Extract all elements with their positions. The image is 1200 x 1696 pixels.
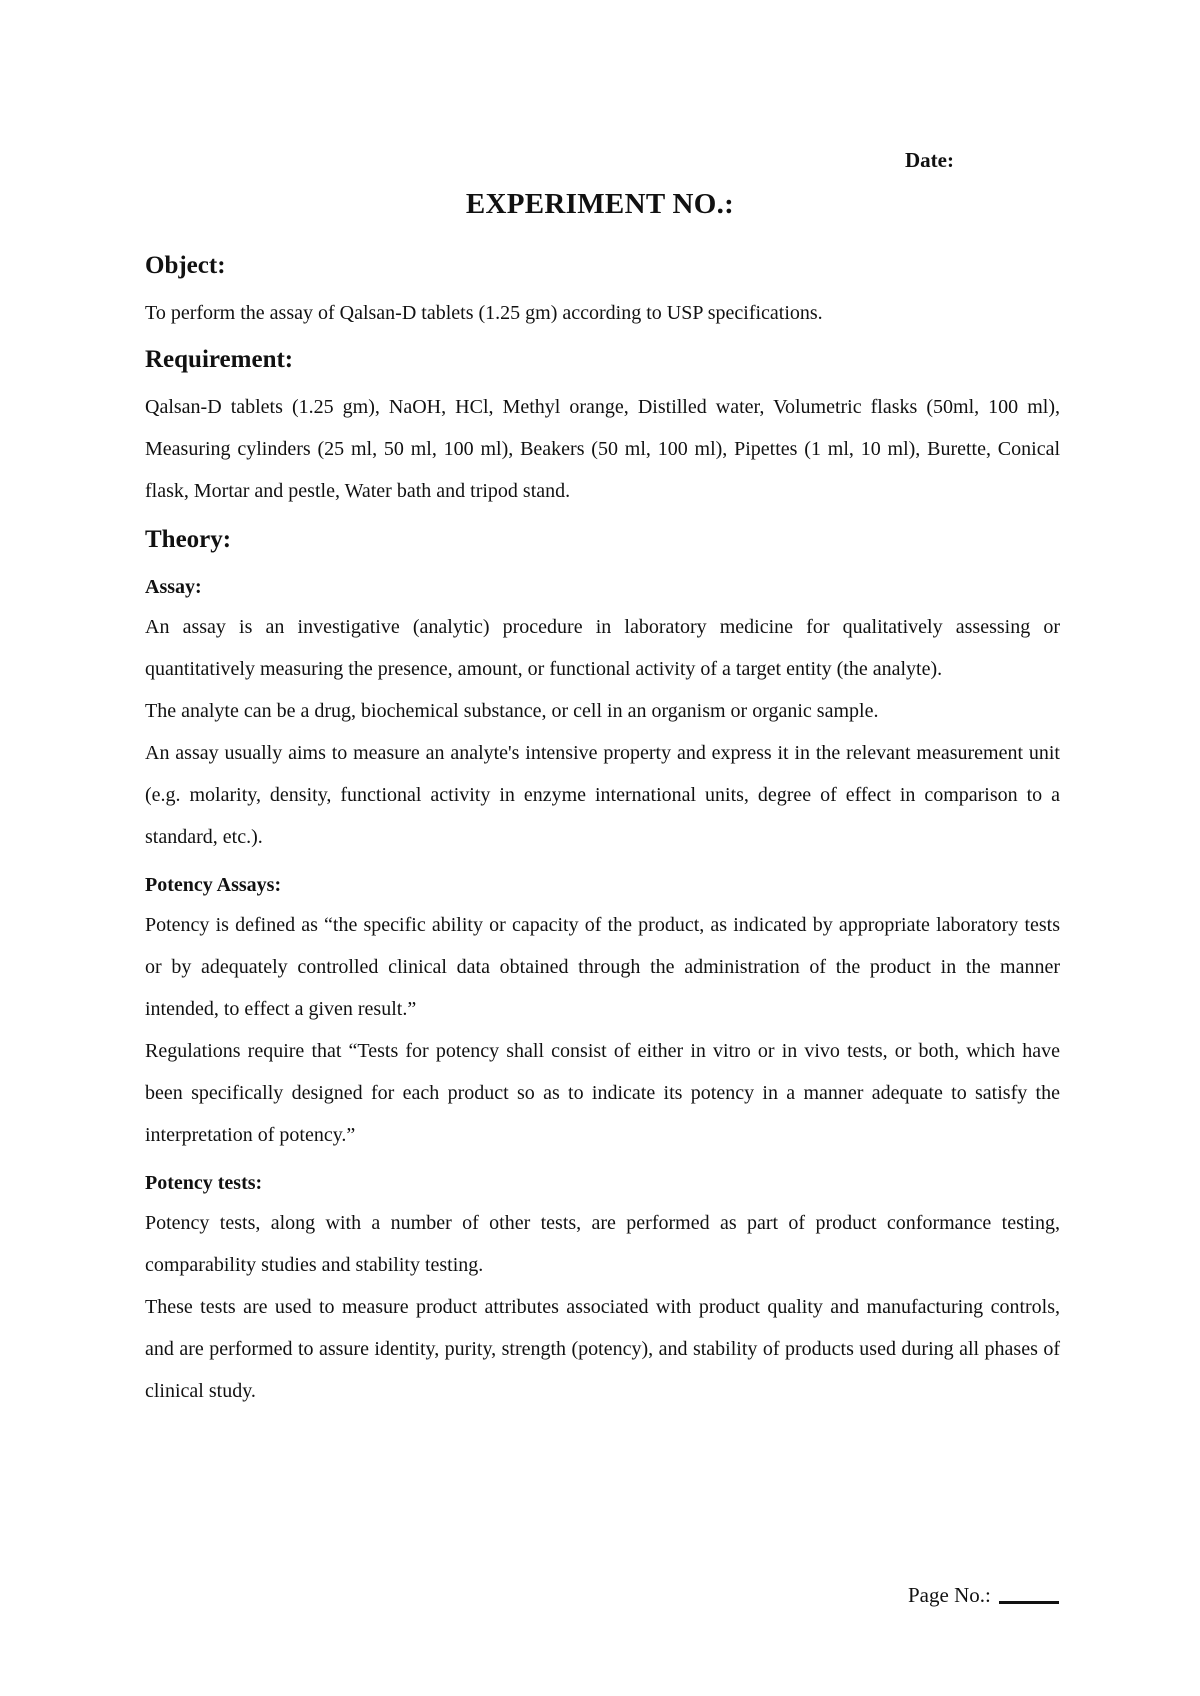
page-number-blank-line (999, 1601, 1059, 1604)
assay-subsection (145, 572, 1060, 858)
object-heading: Object: (145, 252, 226, 279)
assay-paragraph: An assay usually aims to measure an analyte's intensive property and express it in the relevant measurement unit (e.g. molarity, density, functional activity in enzyme international units, degree of effect in comparison to a standard, etc.). (145, 742, 1060, 848)
date-label: Date: (905, 148, 954, 172)
assay-paragraph: The analyte can be a drug, biochemical substance, or cell in an organism or organic sample. (145, 700, 879, 722)
requirement-heading: Requirement: (145, 346, 294, 373)
potency-assays-paragraph: Potency is defined as “the specific ability or capacity of the product, as indicated by appropriate laboratory tests or by adequately controlled clinical data obtained through the administration of the product in the manner intended, to effect a given result.” (145, 914, 1060, 1020)
object-text: To perform the assay of Qalsan-D tablets (1.25 gm) according to USP specifications. (145, 302, 823, 324)
potency-assays-heading: Potency Assays: (145, 874, 282, 896)
experiment-title: EXPERIMENT NO.: (465, 188, 735, 220)
potency-tests-paragraph: These tests are used to measure product attributes associated with product quality and manufacturing controls, and are performed to assure identity, purity, strength (potency), and stability of products used during all phases of clinical study. (145, 1296, 1060, 1402)
potency-tests-subsection (145, 1168, 1060, 1412)
potency-tests-paragraph: Potency tests, along with a number of other tests, are performed as part of product conformance testing, comparability studies and stability testing. (145, 1212, 1060, 1276)
theory-section (145, 524, 1060, 1412)
potency-assays-paragraph: Regulations require that “Tests for potency shall consist of either in vitro or in vivo tests, or both, which have been specifically designed for each product so as to indicate its potency in a manner adequate to satisfy the interpretation of potency.” (145, 1040, 1060, 1146)
object-section (145, 250, 1060, 328)
theory-heading: Theory: (145, 526, 232, 553)
page-number-label: Page No.: (908, 1583, 991, 1607)
assay-heading: Assay: (145, 576, 202, 598)
requirement-section (145, 344, 1060, 512)
potency-tests-heading: Potency tests: (145, 1172, 263, 1194)
page-number-footer (908, 1583, 1059, 1608)
requirement-text: Qalsan-D tablets (1.25 gm), NaOH, HCl, Methyl orange, Distilled water, Volumetric flasks (50ml, 100 ml), Measuring cylinders (25 ml, 50 ml, 100 ml), Beakers (50 ml, 100 ml), Pipettes (1 ml, 10 ml), Burette, Conical flask, Mortar and pestle, Water bath and tripod stand. (145, 396, 1060, 502)
potency-assays-subsection (145, 870, 1060, 1156)
assay-paragraph: An assay is an investigative (analytic) procedure in laboratory medicine for qualitatively assessing or quantitatively measuring the presence, amount, or functional activity of a target entity (the analyte). (145, 616, 1060, 680)
document-body (145, 250, 1060, 1412)
